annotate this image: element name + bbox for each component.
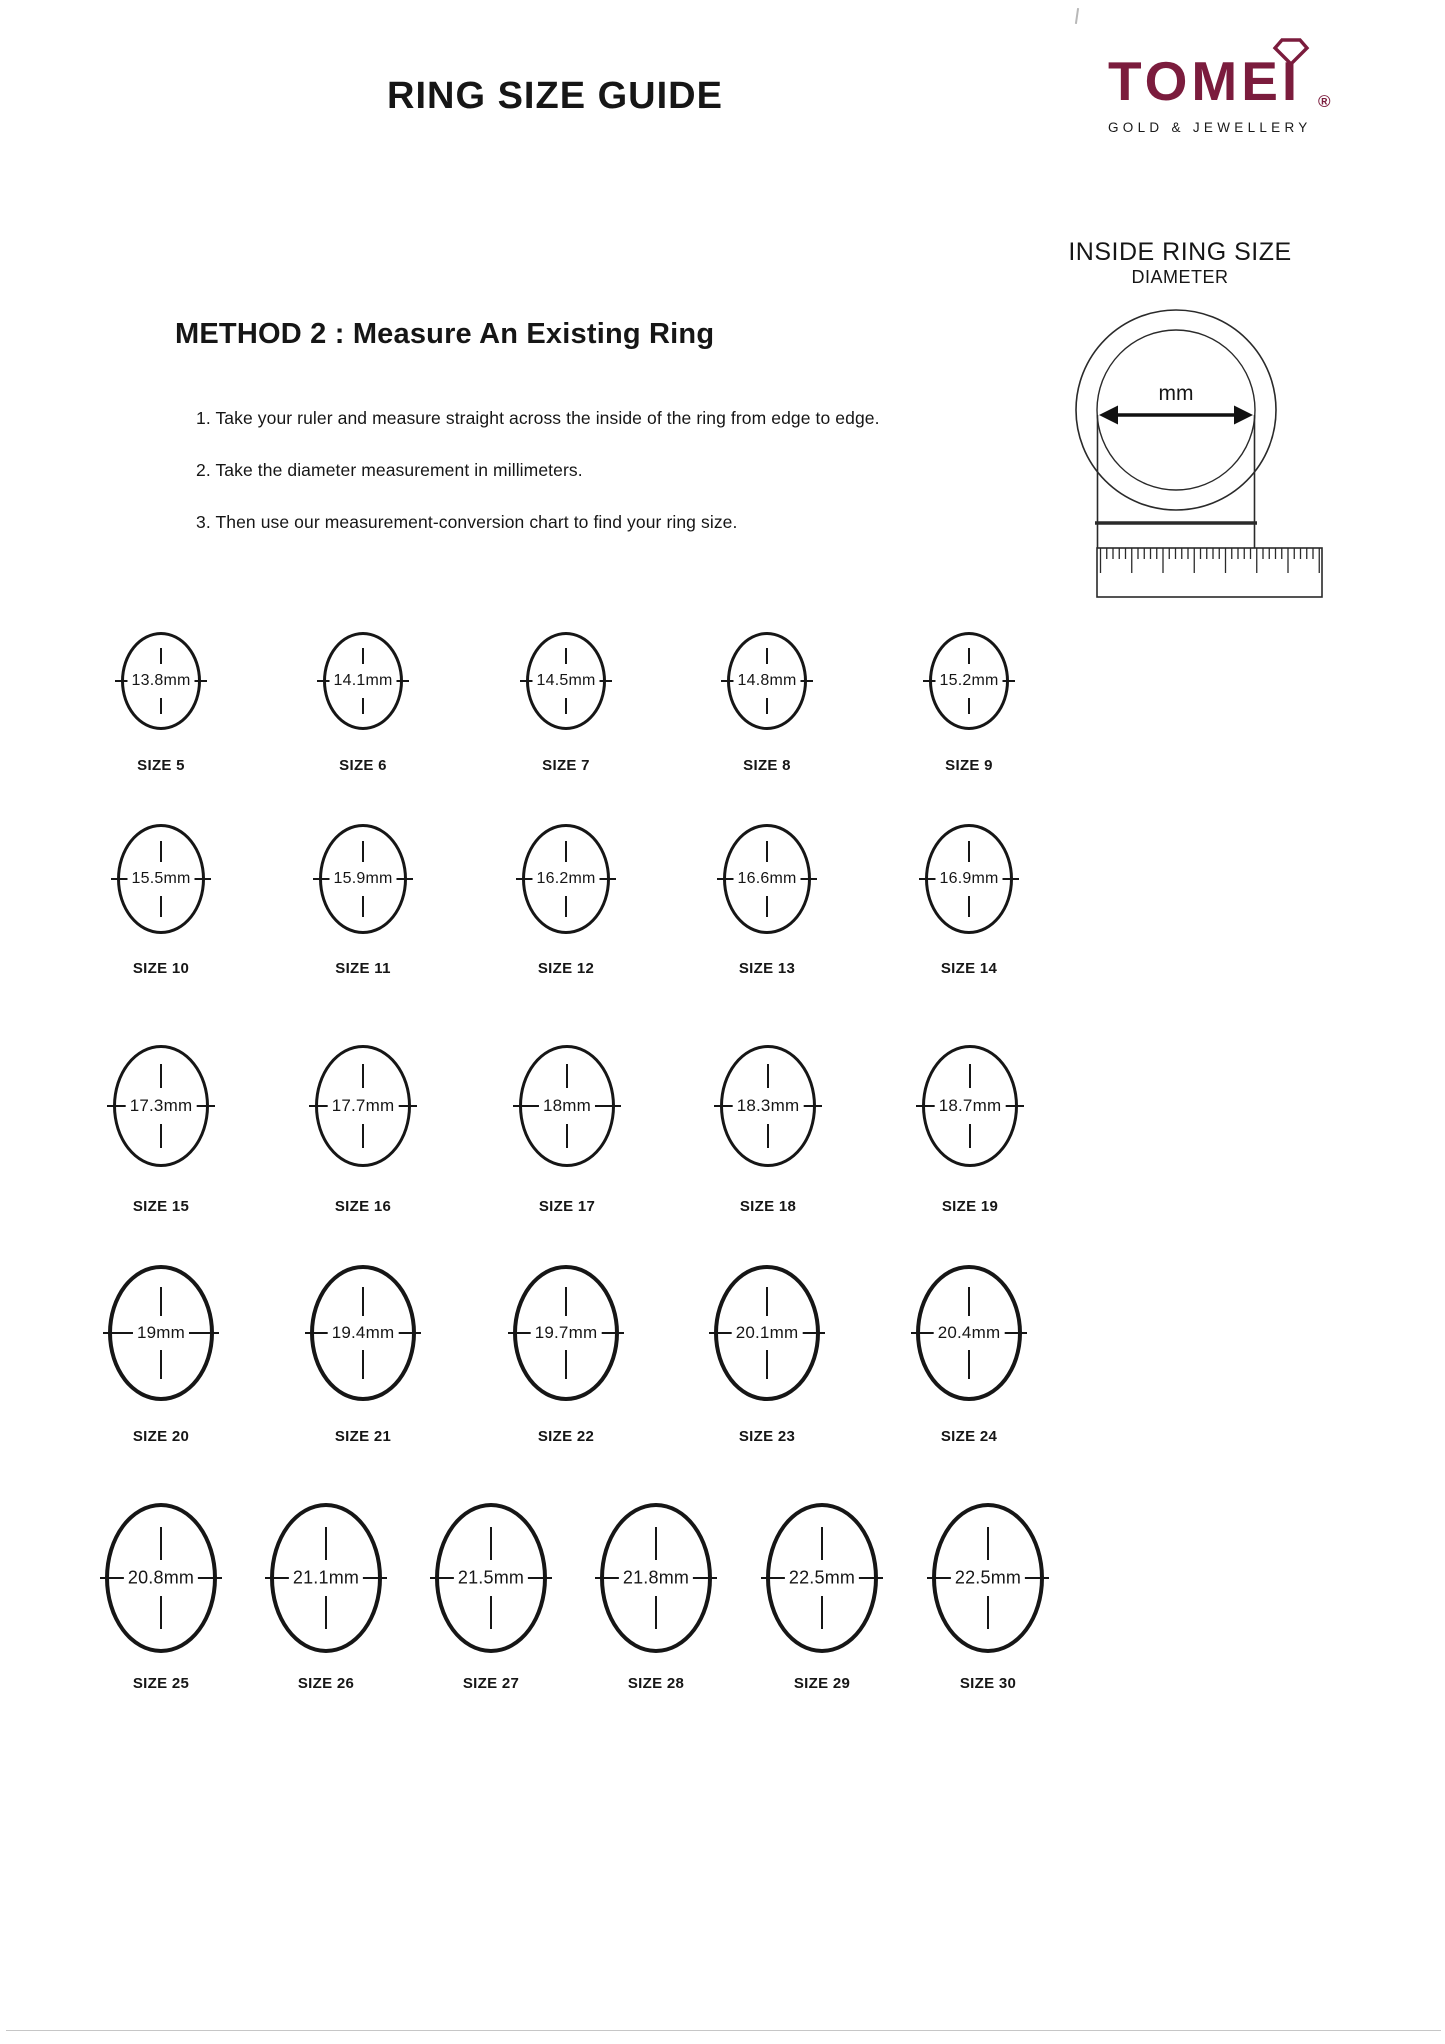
ring-size-circle xyxy=(519,1045,615,1167)
crosshair-line xyxy=(968,648,970,664)
crosshair-line xyxy=(969,1064,971,1088)
ring-size-label: SIZE 16 xyxy=(334,1198,392,1215)
crosshair-line xyxy=(655,1596,657,1629)
ring-size-label: SIZE 10 xyxy=(132,960,190,977)
crosshair-line xyxy=(821,1527,823,1560)
ring-diameter-label: 17.3mm xyxy=(126,1096,197,1116)
crosshair-line xyxy=(565,896,567,917)
crosshair-line xyxy=(566,1124,568,1148)
ring-diameter-label: 17.7mm xyxy=(328,1096,399,1116)
crosshair-line xyxy=(160,1350,162,1379)
ring-size-circle xyxy=(929,632,1009,730)
crosshair-line xyxy=(362,896,364,917)
diameter-subheading: DIAMETER xyxy=(1131,267,1229,287)
crosshair-line xyxy=(766,1287,768,1316)
method2-heading: METHOD 2 : Measure An Existing Ring xyxy=(175,318,715,351)
ring-size-item xyxy=(270,1503,382,1692)
ring-size-item xyxy=(522,824,610,977)
ring-diameter-label: 20.8mm xyxy=(124,1568,198,1589)
crosshair-line xyxy=(766,648,768,664)
ring-diameter-label: 16.2mm xyxy=(533,870,600,888)
crosshair-line xyxy=(565,698,567,714)
ring-size-label: SIZE 22 xyxy=(537,1428,595,1445)
ring-size-item xyxy=(929,632,1009,774)
ring-size-item xyxy=(519,1045,615,1215)
crosshair-line xyxy=(362,841,364,862)
ring-size-item xyxy=(714,1265,820,1445)
ring-size-item xyxy=(766,1503,878,1692)
ring-size-circle xyxy=(319,824,407,934)
crosshair-line xyxy=(160,698,162,714)
crosshair-line xyxy=(490,1527,492,1560)
ring-size-label: SIZE 7 xyxy=(542,757,590,774)
crosshair-line xyxy=(766,698,768,714)
ring-size-item xyxy=(117,824,205,977)
ring-size-label: SIZE 14 xyxy=(940,960,998,977)
crosshair-line xyxy=(565,841,567,862)
ring-size-circle xyxy=(766,1503,878,1653)
ring-size-circle xyxy=(526,632,606,730)
crosshair-line xyxy=(566,1064,568,1088)
crosshair-line xyxy=(968,896,970,917)
ring-diameter-label: 18.3mm xyxy=(733,1096,804,1116)
ring-size-item xyxy=(105,1503,217,1692)
page-bottom-scan-line xyxy=(6,2030,1441,2031)
brand-wordmark: TOMEI xyxy=(1108,50,1302,112)
ring-diameter-label: 20.1mm xyxy=(732,1323,803,1343)
crosshair-line xyxy=(362,648,364,664)
ring-size-label: SIZE 30 xyxy=(959,1675,1017,1692)
ring-size-label: SIZE 23 xyxy=(738,1428,796,1445)
ring-size-label: SIZE 12 xyxy=(537,960,595,977)
crosshair-line xyxy=(767,1064,769,1088)
ring-size-item xyxy=(925,824,1013,977)
inside-ring-size-heading: INSIDE RING SIZE xyxy=(1068,238,1292,266)
ring-size-circle xyxy=(600,1503,712,1653)
crosshair-line xyxy=(766,896,768,917)
ring-size-item xyxy=(916,1265,1022,1445)
ring-diameter-label: 22.5mm xyxy=(785,1568,859,1589)
crosshair-line xyxy=(766,1350,768,1379)
ring-size-circle xyxy=(435,1503,547,1653)
ring-diameter-label: 21.8mm xyxy=(619,1568,693,1589)
crosshair-line xyxy=(160,1596,162,1629)
instruction-step: 3. Then use our measurement-conversion chart to find your ring size. xyxy=(196,512,738,532)
ring-size-label: SIZE 9 xyxy=(945,757,993,774)
ring-size-label: SIZE 6 xyxy=(339,757,387,774)
crosshair-line xyxy=(362,1350,364,1379)
crosshair-line xyxy=(362,698,364,714)
ring-size-circle xyxy=(113,1045,209,1167)
ring-size-circle xyxy=(720,1045,816,1167)
ring-size-circle xyxy=(522,824,610,934)
crosshair-line xyxy=(766,841,768,862)
ring-size-label: SIZE 26 xyxy=(297,1675,355,1692)
ring-size-label: SIZE 25 xyxy=(132,1675,190,1692)
crosshair-line xyxy=(160,841,162,862)
ring-diameter-label: 21.5mm xyxy=(454,1568,528,1589)
ring-size-circle xyxy=(925,824,1013,934)
ring-size-circle xyxy=(916,1265,1022,1401)
ring-size-item xyxy=(121,632,201,774)
crosshair-line xyxy=(490,1596,492,1629)
crosshair-line xyxy=(655,1527,657,1560)
ring-size-item xyxy=(435,1503,547,1692)
crosshair-line xyxy=(325,1596,327,1629)
ring-size-circle xyxy=(513,1265,619,1401)
ring-size-label: SIZE 27 xyxy=(462,1675,520,1692)
ring-size-circle xyxy=(108,1265,214,1401)
ring-size-circle xyxy=(714,1265,820,1401)
ring-size-circle xyxy=(105,1503,217,1653)
ring-size-label: SIZE 8 xyxy=(743,757,791,774)
ring-size-item xyxy=(319,824,407,977)
ring-size-item xyxy=(932,1503,1044,1692)
ring-size-label: SIZE 24 xyxy=(940,1428,998,1445)
ring-size-label: SIZE 11 xyxy=(335,960,391,977)
crosshair-line xyxy=(987,1527,989,1560)
crosshair-line xyxy=(767,1124,769,1148)
ring-diameter-label: 15.5mm xyxy=(128,870,195,888)
ring-size-item xyxy=(315,1045,411,1215)
ring-size-item xyxy=(727,632,807,774)
ring-size-label: SIZE 19 xyxy=(941,1198,999,1215)
ring-size-circle xyxy=(121,632,201,730)
ring-size-item xyxy=(723,824,811,977)
crosshair-line xyxy=(160,1287,162,1316)
crosshair-line xyxy=(565,1287,567,1316)
ring-diameter-label: 14.8mm xyxy=(734,672,801,690)
crosshair-line xyxy=(968,841,970,862)
instruction-step: 1. Take your ruler and measure straight across the inside of the ring from edge to edge. xyxy=(196,408,880,428)
ring-size-circle xyxy=(315,1045,411,1167)
ring-size-circle xyxy=(270,1503,382,1653)
ring-diameter-label: 19mm xyxy=(133,1323,189,1343)
ring-size-label: SIZE 18 xyxy=(739,1198,797,1215)
ring-diameter-label: 16.9mm xyxy=(936,870,1003,888)
ring-diameter-label: 14.1mm xyxy=(330,672,397,690)
ring-size-circle xyxy=(323,632,403,730)
ring-diameter-label: 19.7mm xyxy=(531,1323,602,1343)
ring-diameter-label: 20.4mm xyxy=(934,1323,1005,1343)
crosshair-line xyxy=(362,1124,364,1148)
ring-size-label: SIZE 13 xyxy=(738,960,796,977)
ring-size-label: SIZE 28 xyxy=(627,1675,685,1692)
ring-diameter-label: 22.5mm xyxy=(951,1568,1025,1589)
ring-diameter-label: 18.7mm xyxy=(935,1096,1006,1116)
crosshair-line xyxy=(160,1527,162,1560)
ring-size-item xyxy=(108,1265,214,1445)
crosshair-line xyxy=(362,1287,364,1316)
ring-size-label: SIZE 29 xyxy=(793,1675,851,1692)
ring-diameter-label: 21.1mm xyxy=(289,1568,363,1589)
crosshair-line xyxy=(160,1064,162,1088)
ring-size-label: SIZE 17 xyxy=(538,1198,596,1215)
ring-size-item xyxy=(922,1045,1018,1215)
crosshair-line xyxy=(362,1064,364,1088)
ring-size-circle xyxy=(723,824,811,934)
crosshair-line xyxy=(968,1350,970,1379)
crosshair-line xyxy=(565,648,567,664)
crosshair-line xyxy=(160,1124,162,1148)
ring-size-circle xyxy=(727,632,807,730)
ring-size-circle xyxy=(310,1265,416,1401)
ring-diameter-label: 13.8mm xyxy=(128,672,195,690)
ring-size-circle xyxy=(932,1503,1044,1653)
ring-size-item xyxy=(600,1503,712,1692)
ring-diameter-label: 16.6mm xyxy=(734,870,801,888)
instruction-step: 2. Take the diameter measurement in millimeters. xyxy=(196,460,583,480)
ring-diameter-label: 14.5mm xyxy=(533,672,600,690)
ring-size-label: SIZE 20 xyxy=(132,1428,190,1445)
crosshair-line xyxy=(969,1124,971,1148)
crosshair-line xyxy=(160,896,162,917)
ring-diameter-label: 19.4mm xyxy=(328,1323,399,1343)
crosshair-line xyxy=(325,1527,327,1560)
ring-size-label: SIZE 15 xyxy=(132,1198,190,1215)
ring-size-item xyxy=(720,1045,816,1215)
ring-size-item xyxy=(323,632,403,774)
ring-size-item xyxy=(310,1265,416,1445)
crosshair-line xyxy=(987,1596,989,1629)
ring-size-circle xyxy=(117,824,205,934)
crosshair-line xyxy=(821,1596,823,1629)
registered-mark: ® xyxy=(1318,92,1331,111)
page-title: RING SIZE GUIDE xyxy=(387,75,723,118)
mm-unit-label: mm xyxy=(1158,382,1194,405)
ring-size-circle xyxy=(922,1045,1018,1167)
crosshair-line xyxy=(160,648,162,664)
crosshair-line xyxy=(565,1350,567,1379)
ring-diameter-label: 18mm xyxy=(539,1096,595,1116)
ring-size-item xyxy=(113,1045,209,1215)
ring-size-item xyxy=(513,1265,619,1445)
crosshair-line xyxy=(968,1287,970,1316)
ring-size-label: SIZE 21 xyxy=(334,1428,392,1445)
brand-tagline: GOLD & JEWELLERY xyxy=(1108,120,1312,135)
ring-size-label: SIZE 5 xyxy=(137,757,185,774)
crosshair-line xyxy=(968,698,970,714)
ring-diameter-label: 15.9mm xyxy=(330,870,397,888)
ring-size-item xyxy=(526,632,606,774)
ring-diameter-label: 15.2mm xyxy=(936,672,1003,690)
